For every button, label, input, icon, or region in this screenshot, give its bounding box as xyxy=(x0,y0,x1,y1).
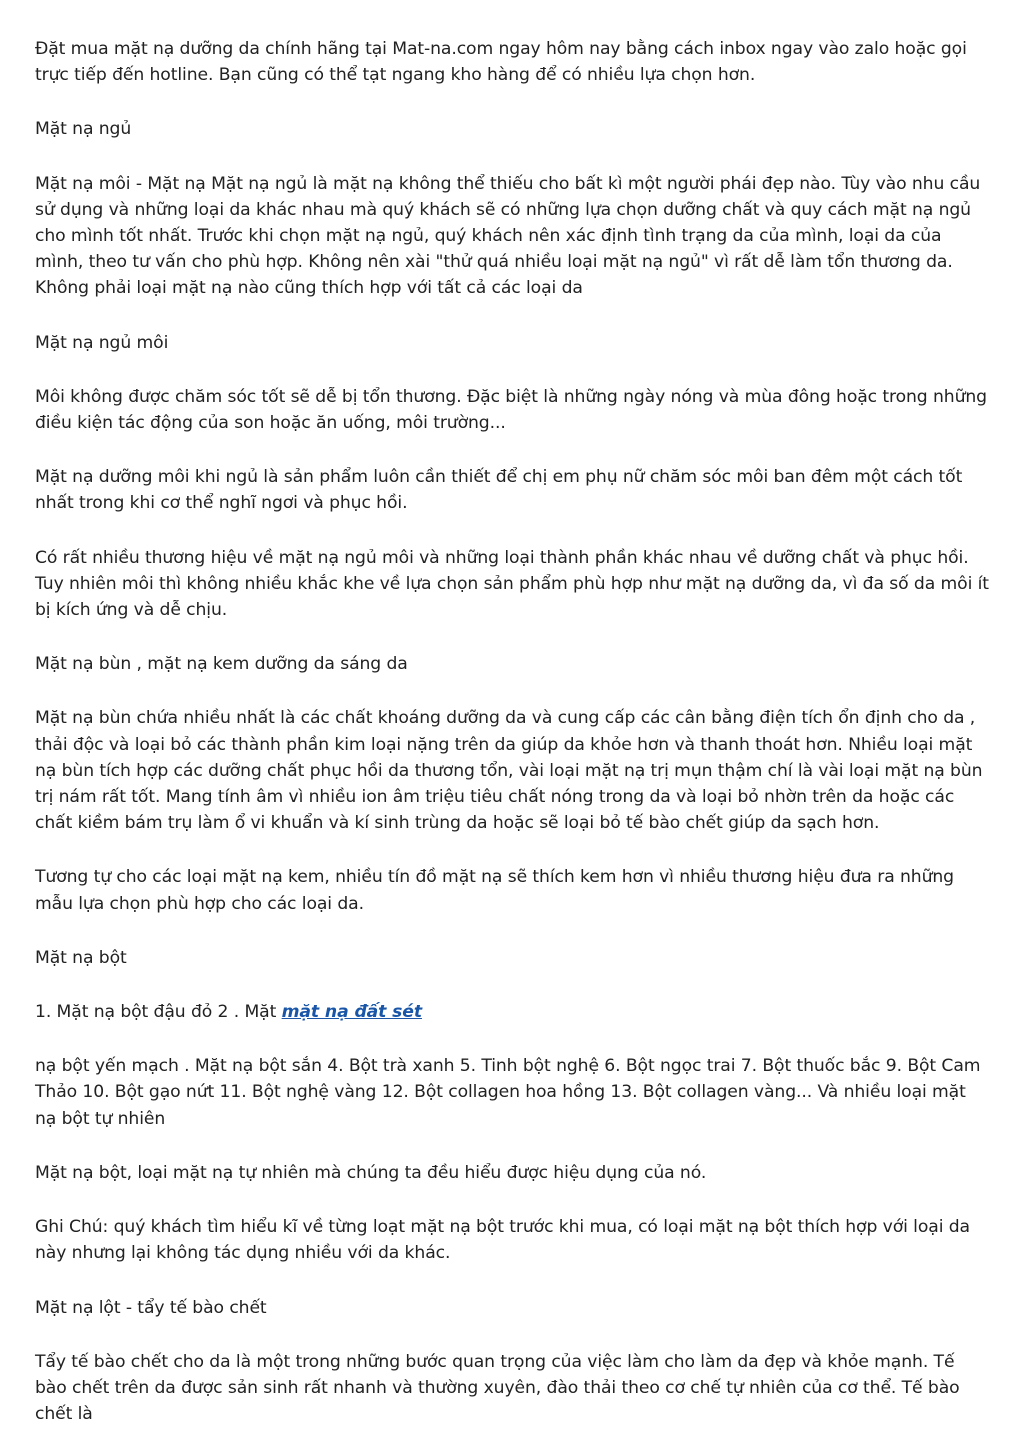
note-paragraph: Ghi Chú: quý khách tìm hiểu kĩ về từng loạt mặt nạ bột trước khi mua, có loại mặt nạ bột thích hợp với loại da này nhưng lại không tác dụng nhiều với da khác. xyxy=(35,1217,970,1264)
lip-brands-paragraph: Có rất nhiều thương hiệu về mặt nạ ngủ môi và những loại thành phần khác nhau về dưỡng chất và phục hồi. Tuy nhiên môi thì không nhiều khắc khe về lựa chọn sản phẩm phù hợp như mặt nạ dưỡng da, vì đa số da môi ít bị kích ứng và dễ chịu. xyxy=(35,547,989,621)
heading-lip-sleeping-mask: Mặt nạ ngủ môi xyxy=(35,332,169,353)
heading-peel-mask: Mặt nạ lột - tẩy tế bào chết xyxy=(35,1297,267,1318)
intro-paragraph: Đặt mua mặt nạ dưỡng da chính hãng tại Mat-na.com ngay hôm nay bằng cách inbox ngay vào zalo hoặc gọi trực tiếp đến hotline. Bạn cũng có thể tạt ngang kho hàng để có nhiều lựa chọn hơn. xyxy=(35,39,967,86)
document-body xyxy=(35,36,991,1455)
powder-mask-paragraph: Mặt nạ bột, loại mặt nạ tự nhiên mà chúng ta đều hiểu được hiệu dụng của nó. xyxy=(35,1162,707,1183)
mud-mask-paragraph: Mặt nạ bùn chứa nhiều nhất là các chất khoáng dưỡng da và cung cấp các cân bằng điện tích ổn định cho da , thải độc và loại bỏ các thành phần kim loại nặng trên da giúp da khỏe hơn và thanh thoát hơn. Nhiều loại mặt nạ bùn tích hợp các dưỡng chất phục hồi da thương tổn, vài loại mặt nạ trị mụn thậm chí là vài loại mặt nạ bùn trị nám rất tốt. Mang tính âm vì nhiều ion âm triệu tiêu chất nóng trong da và loại bỏ nhờn trên da hoặc các chất kiềm bám trụ làm ổ vi khuẩn và kí sinh trùng da hoặc sẽ loại bỏ tế bào chết giúp da sạch hơn. xyxy=(35,708,983,834)
cream-mask-paragraph: Tương tự cho các loại mặt nạ kem, nhiều tín đồ mặt nạ sẽ thích kem hơn vì nhiều thương hiệu đưa ra những mẫu lựa chọn phù hợp cho các loại da. xyxy=(35,867,954,914)
sleeping-mask-paragraph: Mặt nạ môi - Mặt nạ Mặt nạ ngủ là mặt nạ không thể thiếu cho bất kì một người phái đẹp nào. Tùy vào nhu cầu sử dụng và những loại da khác nhau mà quý khách sẽ có những lựa chọn dưỡng chất và quy cách mặt nạ ngủ cho mình tốt nhất. Trước khi chọn mặt nạ ngủ, quý khách nên xác định tình trạng da của mình, loại da của mình, theo tư vấn cho phù hợp. Không nên xài "thử quá nhiều loại mặt nạ ngủ" vì rất dễ làm tổn thương da. Không phải loại mặt nạ nào cũng thích hợp với tất cả các loại da xyxy=(35,173,981,299)
exfoliation-paragraph: Tẩy tế bào chết cho da là một trong những bước quan trọng của việc làm cho làm da đẹp và khỏe mạnh. Tế bào chết trên da được sản sinh rất nhanh và thường xuyên, đào thải theo cơ chế tự nhiên của cơ thể. Tế bào chết là xyxy=(35,1351,960,1425)
powder-list-continued: nạ bột yến mạch . Mặt nạ bột sắn 4. Bột trà xanh 5. Tinh bột nghệ 6. Bột ngọc trai 7. Bột thuốc bắc 9. Bột Cam Thảo 10. Bột gạo nứt 11. Bột nghệ vàng 12. Bột collagen hoa hồng 13. Bột collagen vàng... Và nhiều loại mặt nạ bột tự nhiên xyxy=(35,1056,981,1129)
clay-mask-link[interactable]: mặt nạ đất sét xyxy=(281,1002,422,1023)
heading-sleeping-mask: Mặt nạ ngủ xyxy=(35,119,132,140)
powder-list-prefix: 1. Mặt nạ bột đậu đỏ 2 . Mặt xyxy=(35,1002,282,1023)
powder-list-start xyxy=(35,999,991,1025)
heading-powder-mask: Mặt nạ bột xyxy=(35,947,127,968)
lip-mask-paragraph: Mặt nạ dưỡng môi khi ngủ là sản phẩm luôn cần thiết để chị em phụ nữ chăm sóc môi ban đêm một cách tốt nhất trong khi cơ thể nghĩ ngơi và phục hồi. xyxy=(35,467,963,514)
heading-mud-cream-mask: Mặt nạ bùn , mặt nạ kem dưỡng da sáng da xyxy=(35,654,408,675)
lip-care-paragraph: Môi không được chăm sóc tốt sẽ dễ bị tổn thương. Đặc biệt là những ngày nóng và mùa đông hoặc trong những điều kiện tác động của son hoặc ăn uống, môi trường... xyxy=(35,386,987,434)
